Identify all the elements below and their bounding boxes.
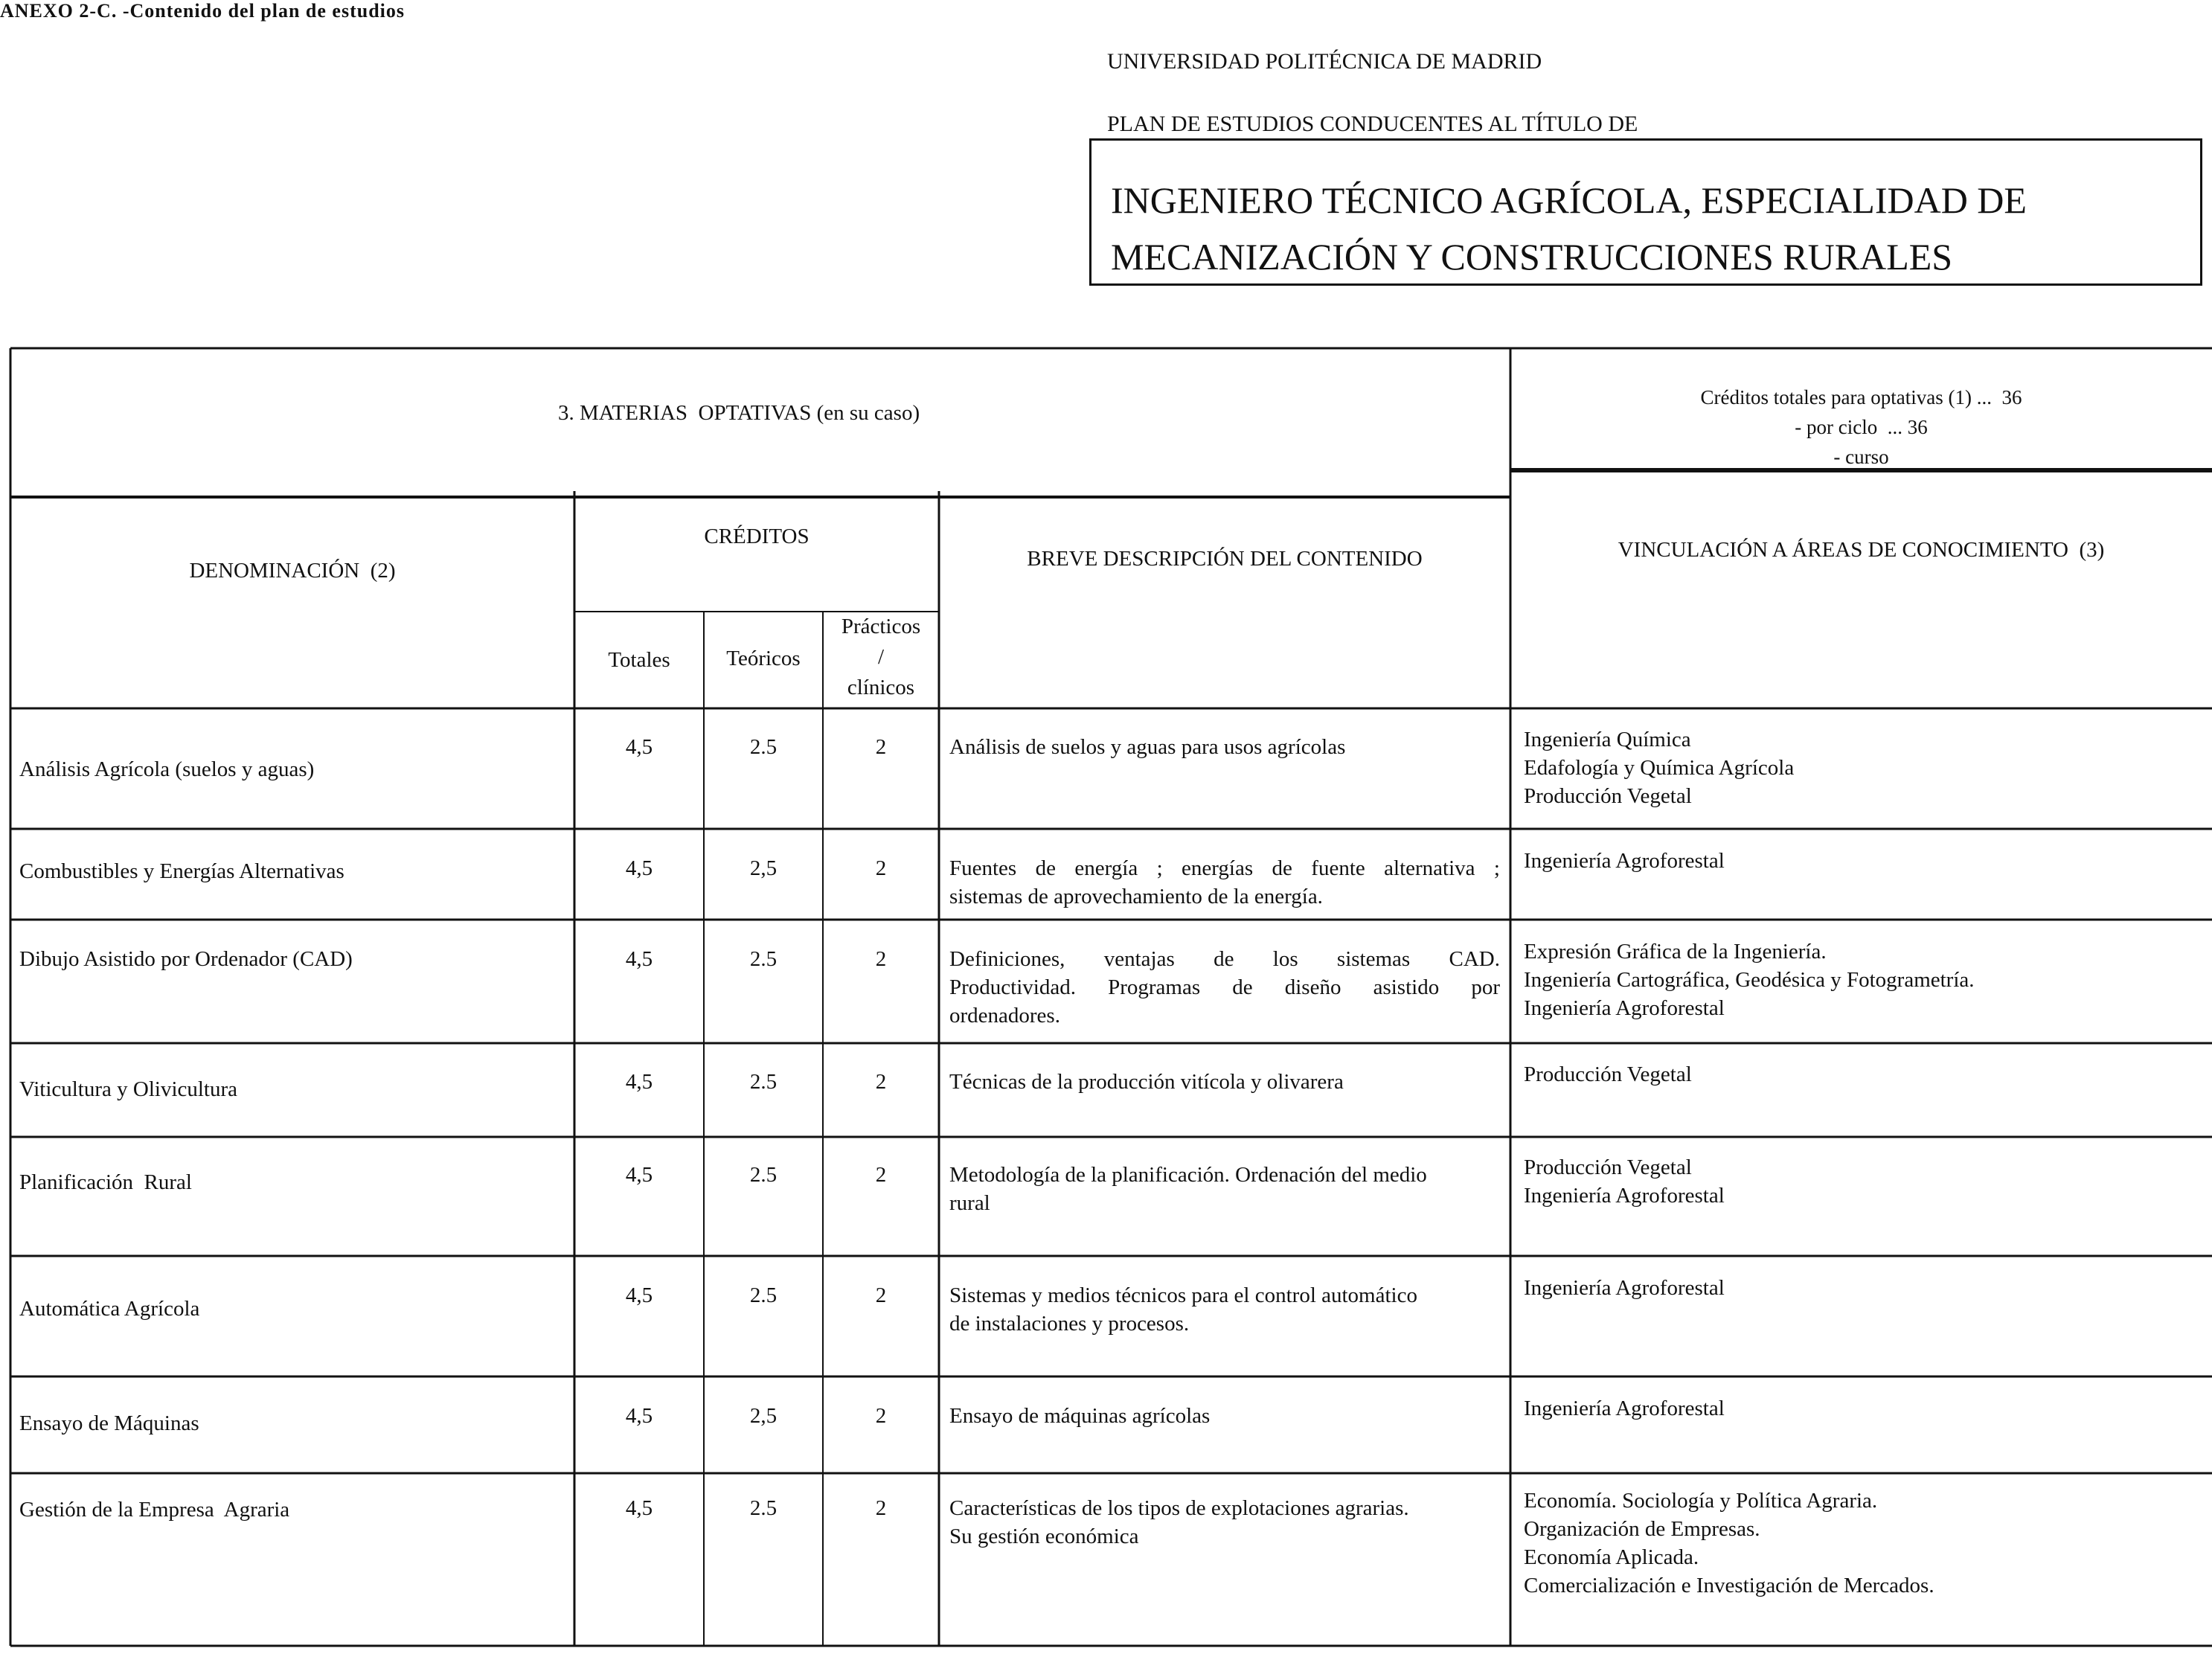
degree-title-line-2: MECANIZACIÓN Y CONSTRUCCIONES RURALES [1111,236,1953,278]
column-areas-header: VINCULACIÓN A ÁREAS DE CONOCIMIENTO (3) [1618,538,2105,562]
column-total-header: Totales [608,648,670,672]
row-description-line: sistemas de aprovechamiento de la energía. [949,885,1323,908]
row-description-line: Metodología de la planificación. Ordenación del medio [949,1163,1427,1187]
row-description-line: Productividad. Programas de diseño asistido por [949,975,1500,999]
row-practice-credits: 2 [875,947,887,971]
row-area-line: Ingeniería Agroforestal [1524,1397,1725,1420]
row-area-line: Ingeniería Agroforestal [1524,849,1725,873]
row-area-line: Edafología y Química Agrícola [1524,756,1795,780]
row-area-line: Producción Vegetal [1524,1155,1692,1179]
section-title: 3. MATERIAS OPTATIVAS (en su caso) [558,401,920,425]
column-theory-header: Teóricos [726,647,801,670]
row-area-line: Ingeniería Agroforestal [1524,1276,1725,1300]
row-theory-credits: 2.5 [749,947,778,971]
row-areas [1524,725,2205,810]
column-name-header: DENOMINACIÓN (2) [189,559,396,583]
row-description-line: ordenadores. [949,1004,1060,1028]
row-area-line: Comercialización e Investigación de Mercados. [1524,1574,1934,1597]
row-practice-credits: 2 [875,1496,887,1520]
row-areas [1524,1487,2205,1600]
row-description-line: Definiciones, ventajas de los sistemas CAD. [949,947,1500,971]
row-practice-credits: 2 [875,856,887,880]
column-credits-header: CRÉDITOS [704,525,810,548]
annex-label: ANEXO 2-C. -Contenido del plan de estudios [0,0,405,22]
row-areas [1524,1394,2205,1423]
row-area-line: Expresión Gráfica de la Ingeniería. [1524,940,1827,964]
row-areas [1524,847,2205,875]
practice-line-2: / [877,645,885,669]
row-theory-credits: 2.5 [749,1070,778,1094]
row-theory-credits: 2,5 [749,1404,778,1428]
university-name: UNIVERSIDAD POLITÉCNICA DE MADRID [1107,49,1542,74]
row-total-credits: 4,5 [625,1283,653,1307]
row-practice-credits: 2 [875,1404,887,1428]
row-total-credits: 4,5 [625,1404,653,1428]
row-areas [1524,1274,2205,1302]
row-theory-credits: 2.5 [749,735,778,759]
row-description-line: Fuentes de energía ; energías de fuente alternativa ; [949,856,1500,880]
credits-total: Créditos totales para optativas (1) ... 36 [1700,386,2022,408]
degree-title-box [1089,138,2202,286]
row-area-line: Ingeniería Agroforestal [1524,1184,1725,1208]
row-practice-credits: 2 [875,735,887,759]
row-practice-credits: 2 [875,1070,887,1094]
row-name: Combustibles y Energías Alternativas [19,859,344,883]
row-name: Dibujo Asistido por Ordenador (CAD) [19,947,353,971]
row-description [949,1161,1500,1217]
row-area-line: Ingeniería Agroforestal [1524,996,1725,1020]
row-total-credits: 4,5 [625,1496,653,1520]
column-practice-header [823,612,939,703]
row-area-line: Producción Vegetal [1524,784,1692,808]
row-total-credits: 4,5 [625,1163,653,1187]
row-total-credits: 4,5 [625,947,653,971]
row-description [949,1402,1500,1430]
row-total-credits: 4,5 [625,1070,653,1094]
row-name: Gestión de la Empresa Agraria [19,1498,290,1522]
practice-line-3: clínicos [847,676,915,699]
row-total-credits: 4,5 [625,856,653,880]
row-description [949,854,1500,911]
row-description-line: Características de los tipos de explotaciones agrarias. [949,1496,1409,1520]
row-area-line: Organización de Empresas. [1524,1517,1760,1541]
row-name: Automática Agrícola [19,1297,200,1321]
row-description [949,1068,1500,1096]
row-theory-credits: 2,5 [749,856,778,880]
row-area-line: Producción Vegetal [1524,1062,1692,1086]
row-area-line: Ingeniería Química [1524,728,1691,751]
row-area-line: Economía Aplicada. [1524,1545,1699,1569]
row-total-credits: 4,5 [625,735,653,759]
credits-per-course: - curso [1833,446,1889,468]
row-areas [1524,1060,2205,1089]
row-description-line: de instalaciones y procesos. [949,1312,1190,1336]
row-areas [1524,937,2205,1022]
row-description-line: rural [949,1191,990,1215]
row-name: Planificación Rural [19,1170,192,1194]
row-theory-credits: 2.5 [749,1496,778,1520]
row-area-line: Economía. Sociología y Política Agraria. [1524,1489,1878,1513]
row-areas [1524,1153,2205,1210]
row-description-line: Su gestión económica [949,1525,1139,1548]
credits-per-cycle: - por ciclo ... 36 [1795,416,1928,438]
row-theory-credits: 2.5 [749,1283,778,1307]
row-description-line: Técnicas de la producción vitícola y olivarera [949,1070,1344,1094]
row-description-line: Análisis de suelos y aguas para usos agrícolas [949,735,1346,759]
row-practice-credits: 2 [875,1163,887,1187]
row-name: Viticultura y Olivicultura [19,1077,238,1101]
row-description [949,733,1500,761]
row-description-line: Sistemas y medios técnicos para el control automático [949,1283,1417,1307]
row-description [949,1494,1500,1551]
row-area-line: Ingeniería Cartográfica, Geodésica y Fotogrametría. [1524,968,1975,992]
row-description-line: Ensayo de máquinas agrícolas [949,1404,1211,1428]
row-description [949,945,1500,1030]
row-theory-credits: 2.5 [749,1163,778,1187]
row-description [949,1281,1500,1338]
row-practice-credits: 2 [875,1283,887,1307]
practice-line-1: Prácticos [841,615,921,638]
column-description-header: BREVE DESCRIPCIÓN DEL CONTENIDO [1027,547,1423,571]
plan-label: PLAN DE ESTUDIOS CONDUCENTES AL TÍTULO DE [1107,112,1638,136]
row-name: Ensayo de Máquinas [19,1411,199,1435]
row-name: Análisis Agrícola (suelos y aguas) [19,757,315,781]
degree-title-line-1: INGENIERO TÉCNICO AGRÍCOLA, ESPECIALIDAD DE [1111,179,2027,221]
